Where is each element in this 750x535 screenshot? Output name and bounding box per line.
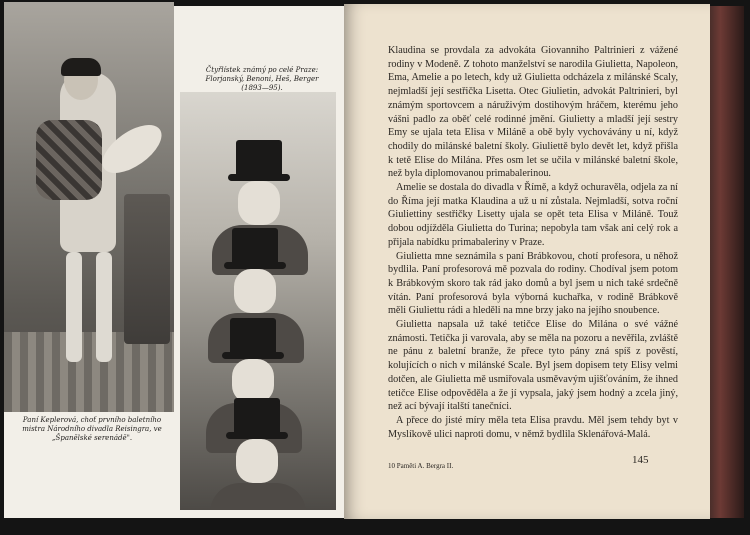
dancer-hat-graphic (61, 58, 101, 76)
hat-brim-graphic (226, 432, 288, 439)
top-hat-graphic (232, 228, 278, 262)
paragraph: Giulietta napsala už také tetičce Elise do Milána o své vážné známosti. Tetička ji varovala, aby se měla na pozoru a nevěřila, zvláště ne pánu z baletní branže, že přece tyto pány zná spíš z pověstí, kolujících o nich v milánské Scale. Byl jsem dopisem tety Elisy velmi dotčen, ale Giulietta mě usmiřovala usměvavým ujišťováním, že ihned tetičce Elise odpověděla a že jí vypsala, jaký jsem hodný a zcela jiný, než ací bývají italští tanečníci. (388, 319, 678, 413)
hat-brim-graphic (224, 262, 286, 269)
dancer-photo (4, 2, 174, 412)
group-photo-caption: Čtyřlístek známý po celé Praze: Florjanský, Benoni, Heš, Berger (1893—95). (205, 66, 319, 92)
top-hat-graphic (236, 140, 282, 174)
face-graphic (238, 181, 280, 225)
man-figure (234, 398, 306, 510)
hat-brim-graphic (228, 174, 290, 181)
group-photo (180, 92, 336, 510)
paragraph: Amelie se dostala do divadla v Římě, a když ochuravěla, odjela za ní do Říma její matka Klaudina a už u ní zůstala. Nejmladší, sotva roční Giuliettiny sestřičky Lisetty ujala se opět teta Elisa v Miláně. Touž dobou odjížděla Giulietta do Turina; nepobyla tam však ani celý rok a přijala nabídku primabaleriny v Praze. (388, 182, 678, 248)
page-number: 145 (632, 454, 649, 466)
face-graphic (236, 439, 278, 483)
book-cover-edge (710, 6, 744, 518)
dancer-leg-graphic (96, 252, 112, 362)
hat-brim-graphic (222, 352, 284, 359)
face-graphic (232, 359, 274, 403)
paragraph: Giulietta mne seznámila s paní Brábkovou, chotí profesora, u něhož bydlila. Paní profesorová mě pozvala do rodiny. Chodíval jsem potom k Brábkovým skoro tak rád jako domů a byl jsem u nich také srdečně vítán. Paní profesorová byla výborná kuchařka, v rodině Brábkově měli Giuliettu rádi a hleděli na mne brzy jako na jejího snoubence. (388, 250, 678, 317)
dancer-jacket-graphic (36, 120, 102, 200)
top-hat-graphic (230, 318, 276, 352)
rug-graphic (4, 332, 174, 412)
face-graphic (234, 269, 276, 313)
signature-footer: 10 Paměti A. Bergra II. (388, 462, 454, 470)
pedestal-graphic (124, 194, 170, 344)
memoir-text (388, 44, 678, 441)
dancer-photo-caption: Paní Keplerová, choť prvního baletního mistra Národního divadla Reisingra, ve „Španělské serenádě". (22, 416, 162, 442)
dancer-leg-graphic (66, 252, 82, 362)
paragraph: A přece do jisté míry měla teta Elisa pravdu. Měl jsem tehdy byt v Myslíkově ulici naproti domu, v němž bydlila Sklenářová-Malá. (388, 414, 678, 440)
top-hat-graphic (234, 398, 280, 432)
paragraph: Klaudina se provdala za advokáta Giovanniho Paltrinieri z vážené rodiny v Modeně. Z tohoto manželství se narodila Giulietta, Napoleon, Ema, Amelie a po letech, kdy už Giulietta odcházela z milánské Scaly, nejmladší její sestřička Lisetta. Otec Giulietin, advokát Paltrinieri, byl známým sportovcem a náruživým dostihovým hráčem, kterému jeho vášni padlo za oběť celé rodinné jmění. Giulietty a mladší její sestry Emy se ujala teta Elisa v Miláně a obě byly vychovávány u ní, když chodily do milánské baletní školy. Giuliettě bylo devět let, když přišla k tetě Elise do Milána. Přes osm let se učila v milánské baletní škole, než byla diplomovanou primabalerinou. (388, 45, 678, 180)
coat-graphic (210, 483, 306, 510)
